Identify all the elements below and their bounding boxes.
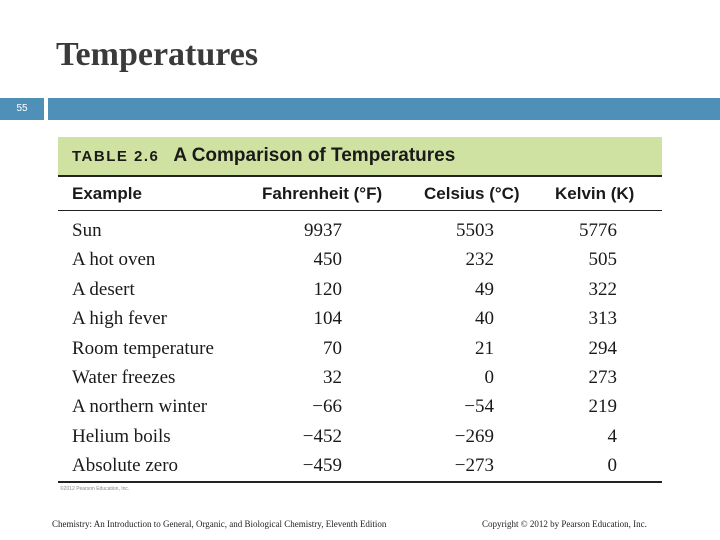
header-celsius: Celsius (°C): [424, 184, 520, 203]
cell-fahrenheit: −459: [302, 455, 342, 477]
table-bottom-rule: [58, 481, 662, 483]
cell-celsius: −269: [454, 425, 494, 447]
slide-number: 55: [16, 103, 28, 114]
table-row: [58, 335, 662, 364]
slide-title: Temperatures: [56, 36, 259, 73]
cell-kelvin: 313: [588, 308, 617, 330]
accent-bar: [48, 98, 720, 120]
table-number: TABLE 2.6: [72, 147, 160, 165]
cell-fahrenheit: 32: [323, 366, 342, 388]
cell-celsius: 40: [475, 308, 494, 330]
table-row: [58, 423, 662, 452]
cell-celsius: 49: [475, 278, 494, 300]
table-caption: [58, 137, 662, 175]
cell-example: A high fever: [72, 308, 167, 330]
cell-kelvin: 4: [607, 425, 617, 447]
footer-copyright: Copyright © 2012 by Pearson Education, Inc.: [482, 519, 647, 529]
cell-example: A hot oven: [72, 249, 156, 271]
cell-fahrenheit: 70: [323, 337, 342, 359]
cell-celsius: 232: [465, 249, 494, 271]
table-row: [58, 452, 662, 478]
footer-book-title: Chemistry: An Introduction to General, Organic, and Biological Chemistry, Eleventh Edition: [52, 519, 387, 529]
cell-example: Water freezes: [72, 366, 176, 388]
cell-example: Helium boils: [72, 425, 171, 447]
cell-kelvin: 273: [588, 366, 617, 388]
cell-fahrenheit: 450: [313, 249, 342, 271]
cell-kelvin: 294: [588, 337, 617, 359]
header-fahrenheit: Fahrenheit (°F): [262, 184, 383, 203]
cell-example: A desert: [72, 278, 135, 300]
cell-fahrenheit: 104: [313, 308, 342, 330]
cell-fahrenheit: −66: [312, 396, 342, 418]
cell-celsius: −54: [464, 396, 494, 418]
cell-celsius: 5503: [456, 220, 494, 241]
table-row: [58, 276, 662, 305]
cell-example: Room temperature: [72, 337, 214, 359]
table-row: [58, 305, 662, 334]
cell-celsius: −273: [454, 455, 494, 477]
cell-fahrenheit: −452: [302, 425, 342, 447]
table-title: A Comparison of Temperatures: [173, 145, 456, 166]
cell-example: Sun: [72, 220, 102, 241]
temperature-table: [58, 137, 662, 483]
table-header-row: [58, 177, 662, 210]
cell-fahrenheit: 120: [313, 278, 342, 300]
cell-kelvin: 322: [588, 278, 617, 300]
table-row: [58, 246, 662, 275]
cell-example: Absolute zero: [72, 455, 179, 477]
header-kelvin: Kelvin (K): [555, 184, 635, 203]
table-row: [58, 364, 662, 393]
table-row: [58, 217, 662, 246]
cell-celsius: 21: [475, 337, 494, 359]
table-row: [58, 393, 662, 422]
cell-fahrenheit: 9937: [304, 220, 342, 241]
cell-celsius: 0: [484, 366, 494, 388]
table-copyright: ©2012 Pearson Education, Inc.: [60, 486, 130, 492]
header-example: Example: [72, 184, 142, 203]
cell-example: A northern winter: [72, 396, 208, 418]
table-body: [58, 211, 662, 478]
cell-kelvin: 505: [588, 249, 617, 271]
cell-kelvin: 219: [588, 396, 617, 418]
cell-kelvin: 0: [607, 455, 617, 477]
cell-kelvin: 5776: [579, 220, 617, 241]
